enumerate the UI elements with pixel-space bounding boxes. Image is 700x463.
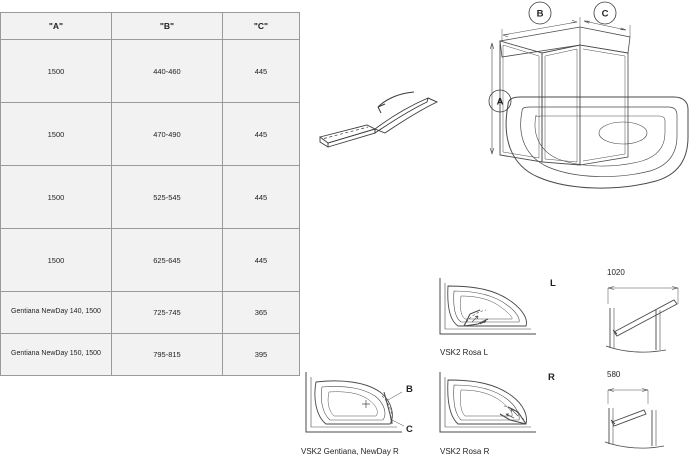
column-header-a: "A" [1,13,112,40]
corner-label-r: R [548,372,555,383]
label-b: B [536,8,544,20]
cell-b: 470-490 [111,103,222,166]
label-c: C [601,8,609,20]
cell-b: 625-645 [111,229,222,292]
cell-b: 525-545 [111,166,222,229]
cell-a: Gentiana NewDay 150, 1500 [1,334,112,376]
cell-a: 1500 [1,229,112,292]
label-a: A [496,96,504,108]
cell-c: 445 [222,166,299,229]
table-row [1,334,300,376]
cell-b: 795-815 [111,334,222,376]
table-row [1,292,300,334]
cell-b: 725-745 [111,292,222,334]
cell-c: 445 [222,229,299,292]
caption-vsk2-gentiana-newday-r: VSK2 Gentiana, NewDay R [301,447,399,456]
cell-a: Gentiana NewDay 140, 1500 [1,292,112,334]
table-row [1,229,300,292]
cell-a: 1500 [1,103,112,166]
main-perspective-figure [460,5,696,205]
table-row [1,103,300,166]
table-header-row [1,13,300,40]
label-c: C [406,424,413,435]
dimension-1020: 1020 [607,268,625,277]
variant-vsk2-rosa-r [434,366,559,448]
spec-table [0,12,300,376]
variant-vsk2-rosa-l [434,272,559,350]
column-header-b: "B" [111,13,222,40]
caption-vsk2-rosa-r: VSK2 Rosa R [440,447,490,456]
label-b: B [406,384,413,395]
cell-c: 395 [222,334,299,376]
detail-bottom-580 [600,382,696,452]
column-header-c: "C" [222,13,299,40]
cell-b: 440-460 [111,40,222,103]
detail-top-1020 [600,280,696,355]
curved-panel-sketch [315,85,460,170]
corner-label-l: L [550,278,556,289]
cell-c: 365 [222,292,299,334]
cell-a: 1500 [1,166,112,229]
cell-c: 445 [222,103,299,166]
cell-c: 445 [222,40,299,103]
variant-vsk2-gentiana-newday-r [300,366,428,448]
cell-a: 1500 [1,40,112,103]
dimension-580: 580 [607,370,621,379]
caption-vsk2-rosa-l: VSK2 Rosa L [440,348,489,357]
table-row [1,40,300,103]
table-row [1,166,300,229]
